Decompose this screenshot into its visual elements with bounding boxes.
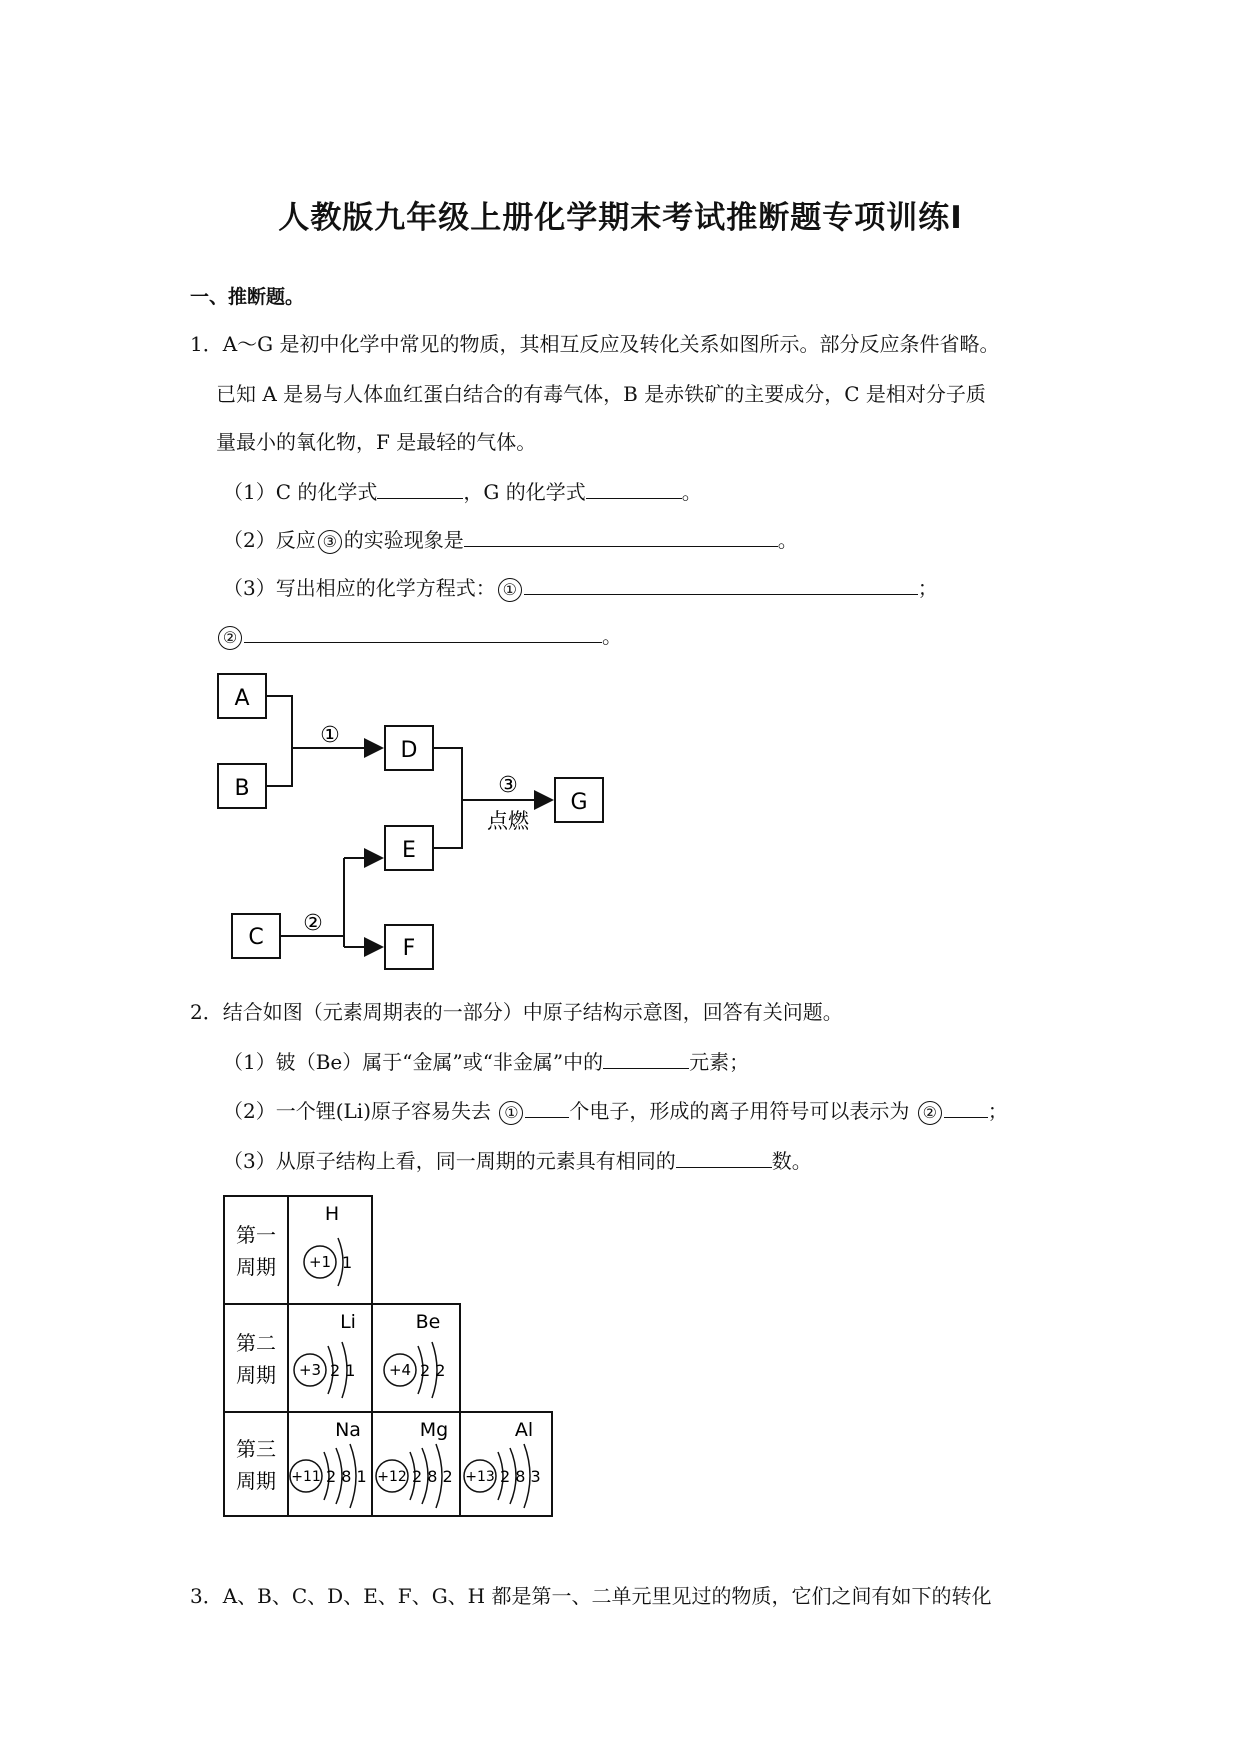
period-1-label-b: 周期 [236,1255,276,1279]
mg-nucleus: +12 [377,1469,407,1485]
q2-blank-ion[interactable] [944,1097,988,1118]
q3-line-1: 3．A、B、C、D、E、F、G、H 都是第一、二单元里见过的物质，它们之间有如下的转化 [190,1584,992,1608]
page-title: 人教版九年级上册化学期末考试推断题专项训练Ⅰ [278,200,963,236]
q2-blank-electrons[interactable] [525,1097,569,1118]
h-nucleus: +1 [308,1253,332,1271]
element-li-symbol: Li [340,1311,356,1333]
element-na-symbol: Na [335,1419,361,1441]
label-g: G [570,790,588,815]
element-mg-symbol: Mg [419,1419,449,1441]
q2-blank-be[interactable] [603,1048,689,1069]
q1-line-2: 已知 A 是易与人体血红蛋白结合的有毒气体，B 是赤铁矿的主要成分，C 是相对分子质 [216,382,986,406]
q3-number: 3． [190,1584,223,1608]
q1-line-1: 1．A～G 是初中化学中常见的物质，其相互反应及转化关系如图所示。部分反应条件省略。 [190,332,1000,356]
periodic-table-fragment [220,1194,560,1518]
q1-sub-4: ② 。 [216,622,622,650]
na-electrons: 2 8 1 [326,1467,367,1486]
label-b: B [234,776,250,801]
mg-electrons: 2 8 2 [412,1467,453,1486]
circle-2-mark: ② [918,1101,942,1125]
q2-line-1: 2．结合如图（元素周期表的一部分）中原子结构示意图，回答有关问题。 [190,1000,843,1024]
q1-blank-eq1[interactable] [524,574,918,595]
circle-1-mark: ① [498,578,522,602]
li-electrons: 2 1 [330,1361,356,1380]
q1-number: 1． [190,332,223,356]
q1-blank-eq2[interactable] [244,622,602,643]
q2-sub-3: （3）从原子结构上看，同一周期的元素具有相同的 数。 [223,1149,812,1173]
q2-number: 2． [190,1000,223,1024]
label-d: D [400,738,418,763]
q1-sub-1: （1）C 的化学式 ，G 的化学式 。 [223,480,702,504]
q1-blank-c[interactable] [377,478,463,499]
period-3-label-a: 第三 [236,1437,276,1461]
period-2-label-a: 第二 [236,1331,276,1355]
q1-blank-phenomenon[interactable] [464,526,778,547]
li-nucleus: +3 [298,1361,322,1379]
q2-sub-2: （2）一个锂(Li)原子容易失去 ① 个电子，形成的离子用符号可以表示为 ② ； [223,1099,1008,1123]
element-h-symbol: H [324,1203,340,1225]
na-nucleus: +11 [291,1469,321,1485]
reaction-3-label: ③ [498,773,518,798]
reaction-diagram [210,668,630,980]
q1-sub-2: （2）反应 ③ 的实验现象是 。 [223,528,798,552]
be-electrons: 2 2 [420,1361,446,1380]
q1-line-3: 量最小的氧化物，F 是最轻的气体。 [216,430,537,454]
circle-3-mark: ③ [318,530,342,554]
period-3-label-b: 周期 [236,1469,276,1493]
section-heading: 一、推断题。 [190,286,305,308]
element-be-symbol: Be [415,1311,441,1333]
q2-blank-shells[interactable] [676,1147,772,1168]
reaction-1-label: ① [320,723,340,748]
period-2-label-b: 周期 [236,1363,276,1387]
label-c: C [248,925,264,950]
be-nucleus: +4 [388,1361,412,1379]
q2-sub-1: （1）铍（Be）属于“金属”或“非金属”中的 元素； [223,1050,750,1074]
al-nucleus: +13 [465,1469,495,1485]
al-electrons: 2 8 3 [500,1467,541,1486]
ignition-condition: 点燃 [487,809,529,833]
q1-sub-3: （3）写出相应的化学方程式： ① ； [223,576,938,600]
q1-blank-g[interactable] [586,478,682,499]
label-f: F [402,936,416,961]
element-al-symbol: Al [514,1419,534,1441]
circle-2-mark: ② [218,626,242,650]
label-a: A [234,686,250,711]
reaction-2-label: ② [303,911,323,936]
label-e: E [402,838,416,863]
h-electrons: 1 [342,1253,353,1272]
period-1-label-a: 第一 [236,1223,276,1247]
circle-1-mark: ① [499,1101,523,1125]
